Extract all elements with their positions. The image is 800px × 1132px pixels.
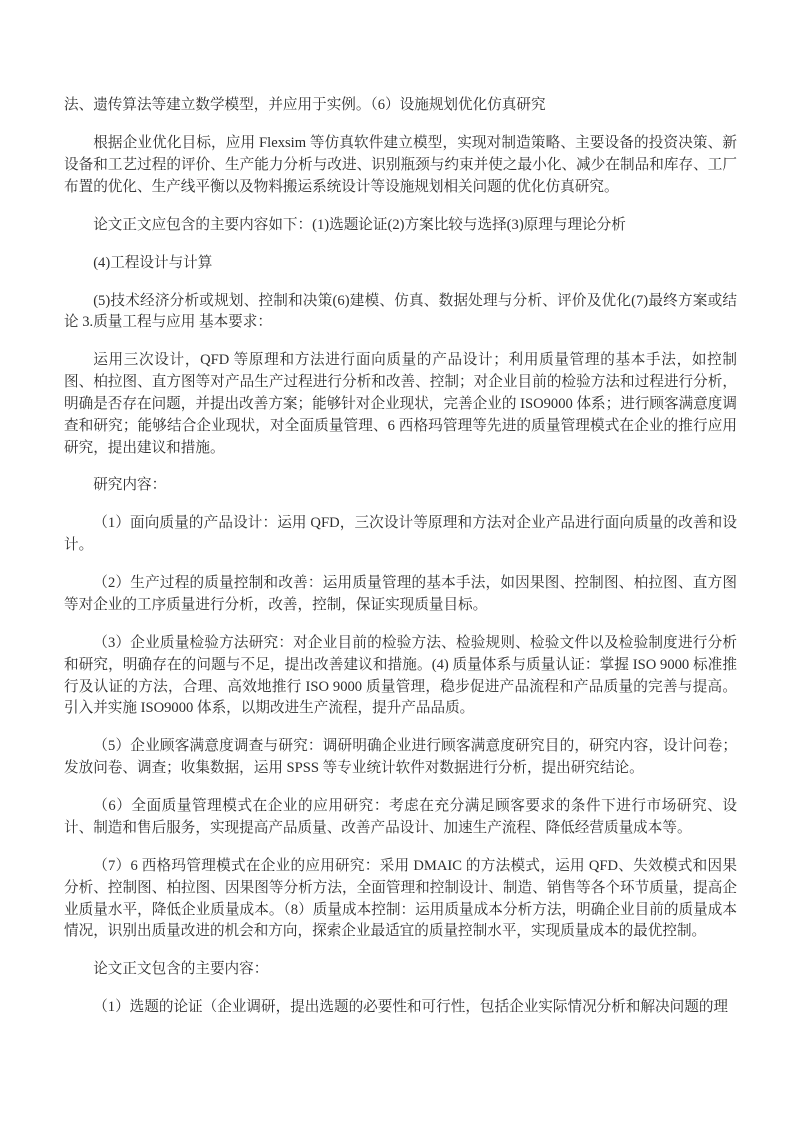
paragraph-item-7-8-sixsigma-cost: （7）6 西格玛管理模式在企业的应用研究：采用 DMAIC 的方法模式，运用 QFD、失效模式和因果分析、控制图、柏拉图、因果图等分析方法，全面管理和控制设计、制造、销售等各个环节质量，提高企业质量水平，降低企业质量成本。（8）质量成本控制：运用质量成本分析方法，明确企业目前的质量成本情况，识别出质量改进的机会和方向，探索企业最适宜的质量控制水平，实现质量成本的最优控制。 [64,857,737,940]
document-body [64,95,737,1019]
paragraph-basic-requirements: 运用三次设计，QFD 等原理和方法进行面向质量的产品设计；利用质量管理的基本手法，如控制图、柏拉图、直方图等对产品生产过程进行分析和改善、控制；对企业目前的检验方法和过程进行分析，明确是否存在问题，并提出改善方案；能够针对企业现状，完善企业的 ISO9000 体系；进行顾客满意度调查和研究；能够结合企业现状，对全面质量管理、6 西格玛管理等先进的质量管理模式在企业的推行应用研究，提出建议和措施。 [64,352,737,456]
paragraph-item-6-tqm: （6）全面质量管理模式在企业的应用研究：考虑在充分满足顾客要求的条件下进行市场研究、设计、制造和售后服务，实现提高产品质量、改善产品设计、加速生产流程、降低经营质量成本等。 [64,798,737,836]
paragraph-topic-justification: （1）选题的论证（企业调研，提出选题的必要性和可行性，包括企业实际情况分析和解决问题的理 [93,999,729,1016]
paragraph-item-2-process-quality: （2）生产过程的质量控制和改善：运用质量管理的基本手法，如因果图、控制图、柏拉图、直方图等对企业的工序质量进行分析，改善，控制，保证实现质量目标。 [64,575,737,614]
paragraph-quality-engineering-header: (5)技术经济分析或规划、控制和决策(6)建模、仿真、数据处理与分析、评价及优化(7)最终方案或结论 3.质量工程与应用 基本要求： [64,292,737,331]
paragraph-item-1-product-design: （1）面向质量的产品设计：运用 QFD，三次设计等原理和方法对企业产品进行面向质量的改善和设计。 [64,515,737,554]
paragraph-item-5-customer-survey: （5）企业顾客满意度调查与研究：调研明确企业进行顾客满意度研究目的，研究内容，设计问卷；发放问卷、调查；收集数据，运用 SPSS 等专业统计软件对数据进行分析，提出研究结论。 [64,738,737,777]
paragraph-item-3-4-inspection-iso: （3）企业质量检验方法研究：对企业目前的检验方法、检验规则、检验文件以及检验制度进行分析和研究，明确存在的问题与不足，提出改善建议和措施。(4) 质量体系与质量认证：掌握 ISO 9000 标准推行及认证的方法，合理、高效地推行 ISO 9000 质量管理，稳步促进产品流程和产品质量的完善与提高。引入并实施 ISO9000 体系，以期改进生产流程，提升产品品质。 [64,635,737,717]
paragraph-facility-simulation: 根据企业优化目标，应用 Flexsim 等仿真软件建立模型，实现对制造策略、主要设备的投资决策、新设备和工艺过程的评价、生产能力分析与改进、识别瓶颈与约束并使之最小化、减少在制品和库存、工厂布置的优化、生产线平衡以及物料搬运系统设计等设施规划相关问题的优化仿真研究。 [64,134,737,195]
paragraph-continuation: 法、遗传算法等建立数学模型，并应用于实例。（6）设施规划优化仿真研究 [64,97,546,113]
paragraph-main-contents-label: 论文正文包含的主要内容： [93,961,269,978]
paragraph-research-content-label: 研究内容： [93,477,167,494]
paragraph-thesis-contents-intro: 论文正文应包含的主要内容如下：(1)选题论证(2)方案比较与选择(3)原理与理论分析 [93,216,626,233]
paragraph-engineering-design: (4)工程设计与计算 [93,254,213,271]
